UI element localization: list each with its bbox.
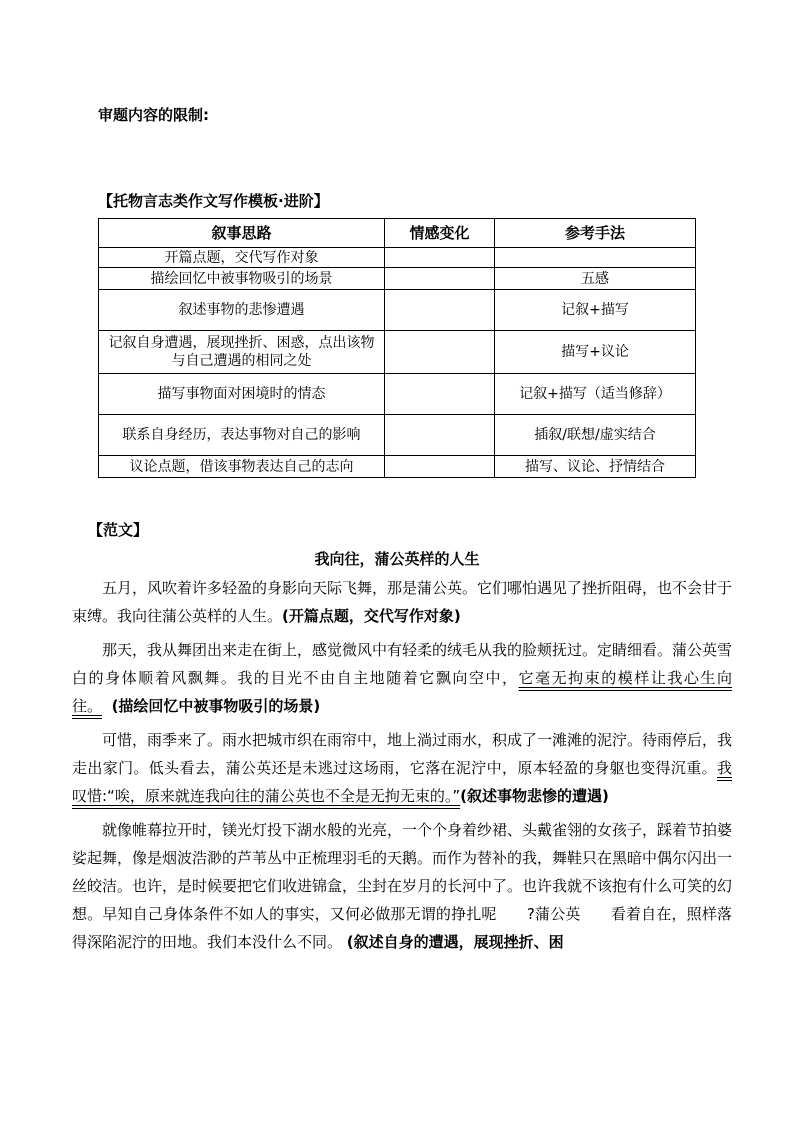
template-table [98,218,696,478]
paragraph-annotation: (描绘回忆中被事物吸引的场景) [111,697,321,715]
paragraph-annotation: (叙述自身的遭遇，展现挫折、困 [346,933,564,951]
cell-plot: 开篇点题，交代写作对象 [99,248,385,268]
essay-paragraph [72,574,732,630]
cell-method: 插叙/联想/虚实结合 [495,415,696,456]
table-header-row [99,219,696,248]
cell-emotion [385,374,495,415]
table-row [99,268,696,290]
paragraph-text: 就像帷幕拉开时，镁光灯投下湖水般的光亮，一个个身着纱裙、头戴雀翎的女孩子，踩着节拍婆娑起舞，像是烟波浩渺的芦苇丛中正梳理羽毛的天鹅。而作为替补的我，舞鞋只在黑暗中偶尔闪出一丝皎洁。也许，是时候要把它们收进锦盒，尘封在岁月的长河中了。也许我就不该抱有什么可笑的幻想。早知自己身体条件不如人的事实，又何必做那无谓的挣扎呢 ?蒲公英 看着自在，照样落得深陷泥泞的田地。我们本没什么不同。 [72,821,733,951]
paragraph-text: 可惜，雨季来了。雨水把城市织在雨帘中，地上淌过雨水，积成了一滩滩的泥泞。待雨停后，我走出家门。低头看去，蒲公英还是未逃过这场雨，它落在泥泞中，原本轻盈的身躯也变得沉重。 [72,731,733,777]
essay-paragraph [72,726,732,810]
cell-plot: 记叙自身遭遇，展现挫折、困惑，点出该物与自己遭遇的相同之处 [99,331,385,374]
table-row [99,248,696,268]
cell-method: 描写、议论、抒情结合 [495,456,696,478]
table-row [99,415,696,456]
section-heading-topic-limits: 审题内容的限制: [98,106,209,124]
essay-paragraph [72,636,732,720]
cell-method: 描写+议论 [495,331,696,374]
essay-title: 我向往，蒲公英样的人生 [314,550,480,568]
essay-body [72,574,732,962]
cell-emotion [385,248,495,268]
essay-paragraph [72,816,732,956]
header-method: 参考手法 [495,219,696,248]
header-emotion: 情感变化 [385,219,495,248]
cell-plot: 描写事物面对困境时的情态 [99,374,385,415]
cell-emotion [385,415,495,456]
table-row [99,374,696,415]
cell-emotion [385,268,495,290]
paragraph-annotation: (开篇点题，交代写作对象) [282,607,461,625]
table-row [99,331,696,374]
cell-plot: 描绘回忆中被事物吸引的场景 [99,268,385,290]
cell-emotion [385,456,495,478]
paragraph-text: 那天，我从舞团出来走在街上，感觉微风中有轻柔的绒毛从我的脸颊抚过。定睛细看。蒲公英雪白的身体顺着风飘舞。我的目光不由自主地随着它飘向空中， [72,641,733,687]
underlined-sentence: 我叹惜:“唉，原来就连我向往的蒲公英也不全是无拘无束的。” [72,759,732,805]
table-title: 【托物言志类作文写作模板·进阶】 [98,192,329,210]
cell-method: 记叙+描写 [495,290,696,331]
paragraph-annotation: (叙述事物悲惨的遭遇) [460,787,609,805]
cell-emotion [385,290,495,331]
cell-emotion [385,331,495,374]
underlined-sentence: 它毫无拘束的模样让我心生向往。 [72,669,732,715]
cell-plot: 联系自身经历，表达事物对自己的影响 [99,415,385,456]
cell-method: 五感 [495,268,696,290]
cell-plot: 叙述事物的悲惨遭遇 [99,290,385,331]
table-row [99,290,696,331]
paragraph-text: 五月，风吹着许多轻盈的身影向天际飞舞，那是蒲公英。它们哪怕遇见了挫折阻碍，也不会甘于束缚。我向往蒲公英样的人生。 [72,579,733,625]
header-plot: 叙事思路 [99,219,385,248]
sample-essay-label: 【范文】 [88,521,149,539]
table-row [99,456,696,478]
cell-plot: 议论点题，借该事物表达自己的志向 [99,456,385,478]
cell-method [495,248,696,268]
cell-method: 记叙+描写（适当修辞） [495,374,696,415]
